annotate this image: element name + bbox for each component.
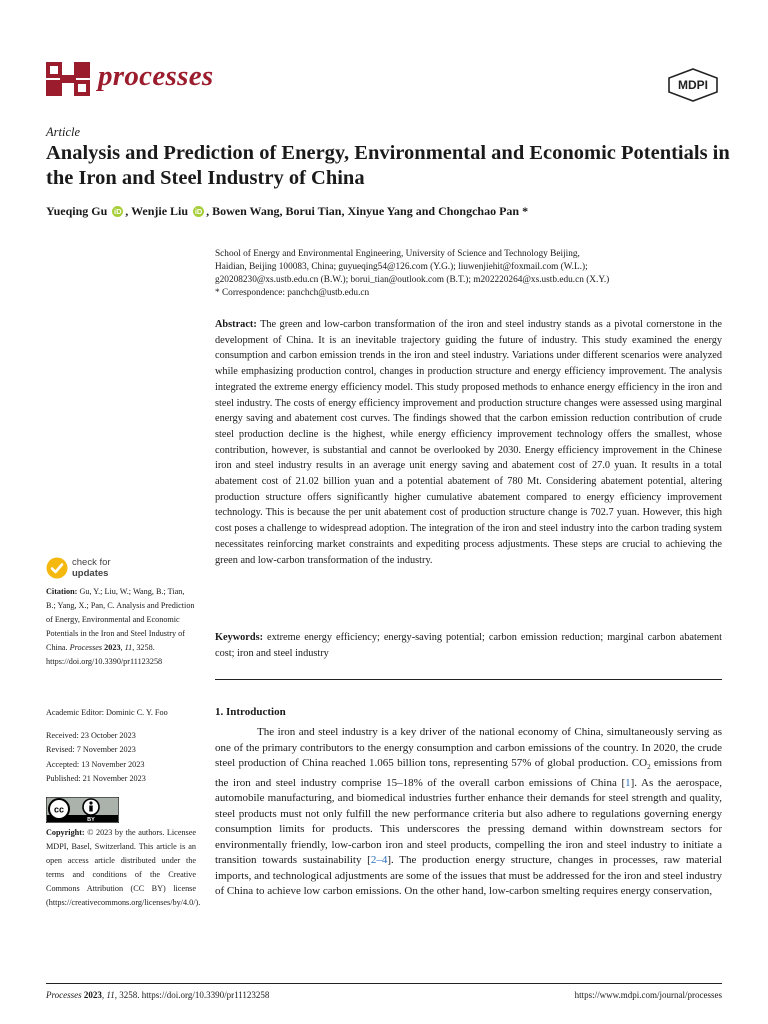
citation-label: Citation: (46, 587, 78, 596)
citation-journal: Processes (69, 643, 103, 652)
footer-divider (46, 983, 722, 984)
cc-by-license-icon[interactable] (46, 797, 119, 823)
affiliation-line: g20208230@xs.ustb.edu.cn (B.W.); borui_tian@outlook.com (B.T.); m202220264@xs.ustb.edu.cn (X.Y.) (215, 275, 610, 285)
intro-text: ]. The production energy structure, changes in processes, raw material imports, and technological adjustments are some of the issues that must be addressed for the iron and steel industry of China to achieve low carbon emissions. On the other hand, low-carbon smelting requires energy conservation, (215, 854, 722, 898)
copyright-block (46, 826, 201, 910)
processes-logo-icon (46, 60, 90, 98)
intro-text: ]. As the aerospace, automobile manufacturing, and biomedical industries further enhance their demands for steel strength and quality, steel products must not only fulfill the new performance criteria but also adhere to regulations governing energy consumption limits for products. This underscores the pressing demand within downstream sectors for environmentally friendly, low-carbon iron and steel products, compelling the iron and steel industry to initiate a transition towards sustainability [ (215, 776, 722, 867)
copyright-label: Copyright: (46, 828, 85, 837)
reference-link[interactable]: 2–4 (370, 854, 388, 867)
footer-year: 2023 (81, 990, 102, 1000)
by-glyph: BY (87, 817, 95, 823)
citation-doi[interactable]: , 3258. https://doi.org/10.3390/pr11123258 (46, 643, 163, 666)
affiliation-line: School of Energy and Environmental Engineering, University of Science and Technology Beijing, (215, 249, 580, 259)
footer-citation[interactable] (46, 990, 269, 1000)
footer-journal-url[interactable]: https://www.mdpi.com/journal/processes (574, 990, 722, 1000)
article-title: Analysis and Prediction of Energy, Environmental and Economic Potentials in the Iron and Steel Industry of China (46, 142, 730, 189)
check-label-line1: check for (72, 557, 111, 568)
cc-glyph: cc (53, 804, 65, 815)
dates-block (46, 729, 196, 786)
affiliations (215, 248, 725, 300)
footer-volume: , 11 (101, 990, 115, 1000)
check-for-updates-badge[interactable] (46, 557, 176, 581)
co2-subscript: 2 (647, 763, 651, 772)
footer-doi: , 3258. https://doi.org/10.3390/pr11123258 (114, 990, 270, 1000)
published-date: Published: 21 November 2023 (46, 773, 146, 783)
author-name[interactable]: Bowen Wang (212, 204, 280, 218)
citation-block (46, 585, 196, 669)
accepted-date: Accepted: 13 November 2023 (46, 759, 145, 769)
author-name[interactable]: Xinyue Yang (347, 204, 413, 218)
intro-text: emissions from the iron and steel industry comprise 15–18% of the overall carbon emissions of China [ (215, 757, 722, 789)
mdpi-logo-text: MDPI (678, 78, 708, 92)
reference-link[interactable]: 1 (625, 776, 631, 789)
footer-journal: Processes (46, 990, 82, 1000)
abstract-text: The green and low-carbon transformation of the iron and steel industry stands as a pivotal cornerstone in the development of China. It is an inevitable trajectory guiding the future of industry. This study examined the energy consumption and carbon emission trends in the iron and steel industry. Variations under different scenarios were analyzed while emphasizing production control, changes in production structure and energy efficiency improvement. The analysis integrated the extreme energy efficiency model. This study proposed methods to enhance energy efficiency in the iron and steel industry. The costs of energy efficiency improvement and production structure changes were assessed using marginal energy saving and abatement cost curves. The findings showed that the carbon emission reduction contribution of crude steel production decline is the highest, while energy efficiency improvement technology offers the smallest, whose contribution, however, is substantial and cannot be overlooked by 2030. Energy efficiency improvement in the Chinese iron and steel industry results in an average unit energy saving and abatement cost of 27.0 yuan. It results in a total abatement cost of 21.02 billion yuan and a potential abatement of 780 Mt. Considering abatement potential, altering production structure offers significantly higher cumulative abatement compared to energy efficiency improvement technology. This is because the per unit abatement cost of production structure change is 702.7 yuan. However, this high cost poses a challenge to widespread adoption. The integration of the iron and steel industry into the carbon trading system necessitates reinforcing market constraints and expediting process adjustments. These steps are crucial to achieving the green and low-carbon transformation of the industry. (215, 319, 722, 566)
received-date: Received: 23 October 2023 (46, 731, 136, 740)
correspondence-line: * Correspondence: panchch@ustb.edu.cn (215, 288, 370, 298)
author-name[interactable]: Borui Tian (285, 204, 342, 218)
abstract (215, 317, 722, 568)
author-name[interactable]: Wenjie Liu (131, 204, 189, 218)
author-name[interactable]: Yueqing Gu (46, 204, 108, 218)
keywords (215, 630, 722, 661)
keywords-label: Keywords: (215, 632, 264, 643)
mdpi-logo-icon[interactable] (667, 68, 719, 102)
intro-text: The iron and steel industry is a key driver of the national economy of China, simultaneously serving as one of the primary contributors to the energy consumption and carbon emissions of the country. In 2020, the crude steel production of China reached 1.065 billion tons, representing 57% of global production. (215, 726, 722, 769)
section-divider (215, 679, 722, 680)
intro-heading: 1. Introduction (215, 706, 286, 718)
academic-editor: Academic Editor: Dominic C. Y. Foo (46, 708, 168, 717)
author-name[interactable]: Chongchao Pan * (438, 204, 529, 218)
abstract-label: Abstract: (215, 319, 257, 330)
journal-name[interactable]: processes (98, 60, 214, 92)
citation-year: 2023 (102, 643, 121, 652)
author-list: Yueqing Gu iD , Wenjie Liu iD , Bowen Wang, Borui Tian, Xinyue Yang and Chongchao Pan * (46, 204, 529, 218)
co2-text: CO (631, 757, 648, 769)
check-label-line2: updates (72, 568, 109, 579)
intro-paragraph (215, 725, 722, 900)
orcid-icon[interactable]: iD (194, 207, 203, 216)
check-updates-icon (46, 557, 68, 579)
citation-volume: , 11 (120, 643, 133, 652)
revised-date: Revised: 7 November 2023 (46, 745, 136, 755)
copyright-text: © 2023 by the authors. Licensee MDPI, Basel, Switzerland. This article is an open access article distributed under the terms and conditions of the Creative Commons Attribution (CC BY) license (https://creativecommons.org/licenses/by/4.0/). (46, 828, 201, 907)
keywords-text: extreme energy efficiency; energy-saving potential; carbon emission reduction; marginal carbon abatement cost; iron and steel industry (215, 632, 722, 659)
orcid-icon[interactable]: iD (114, 207, 122, 216)
affiliation-line: Haidian, Beijing 100083, China; guyueqing54@126.com (Y.G.); liuwenjiehit@foxmail.com (W.L.); (215, 262, 588, 272)
citation-text: Gu, Y.; Liu, W.; Wang, B.; Tian, B.; Yang, X.; Pan, C. Analysis and Prediction of Energy, Environmental and Economic Potentials in the Iron and Steel Industry of China. (46, 587, 195, 652)
article-type: Article (46, 125, 81, 139)
